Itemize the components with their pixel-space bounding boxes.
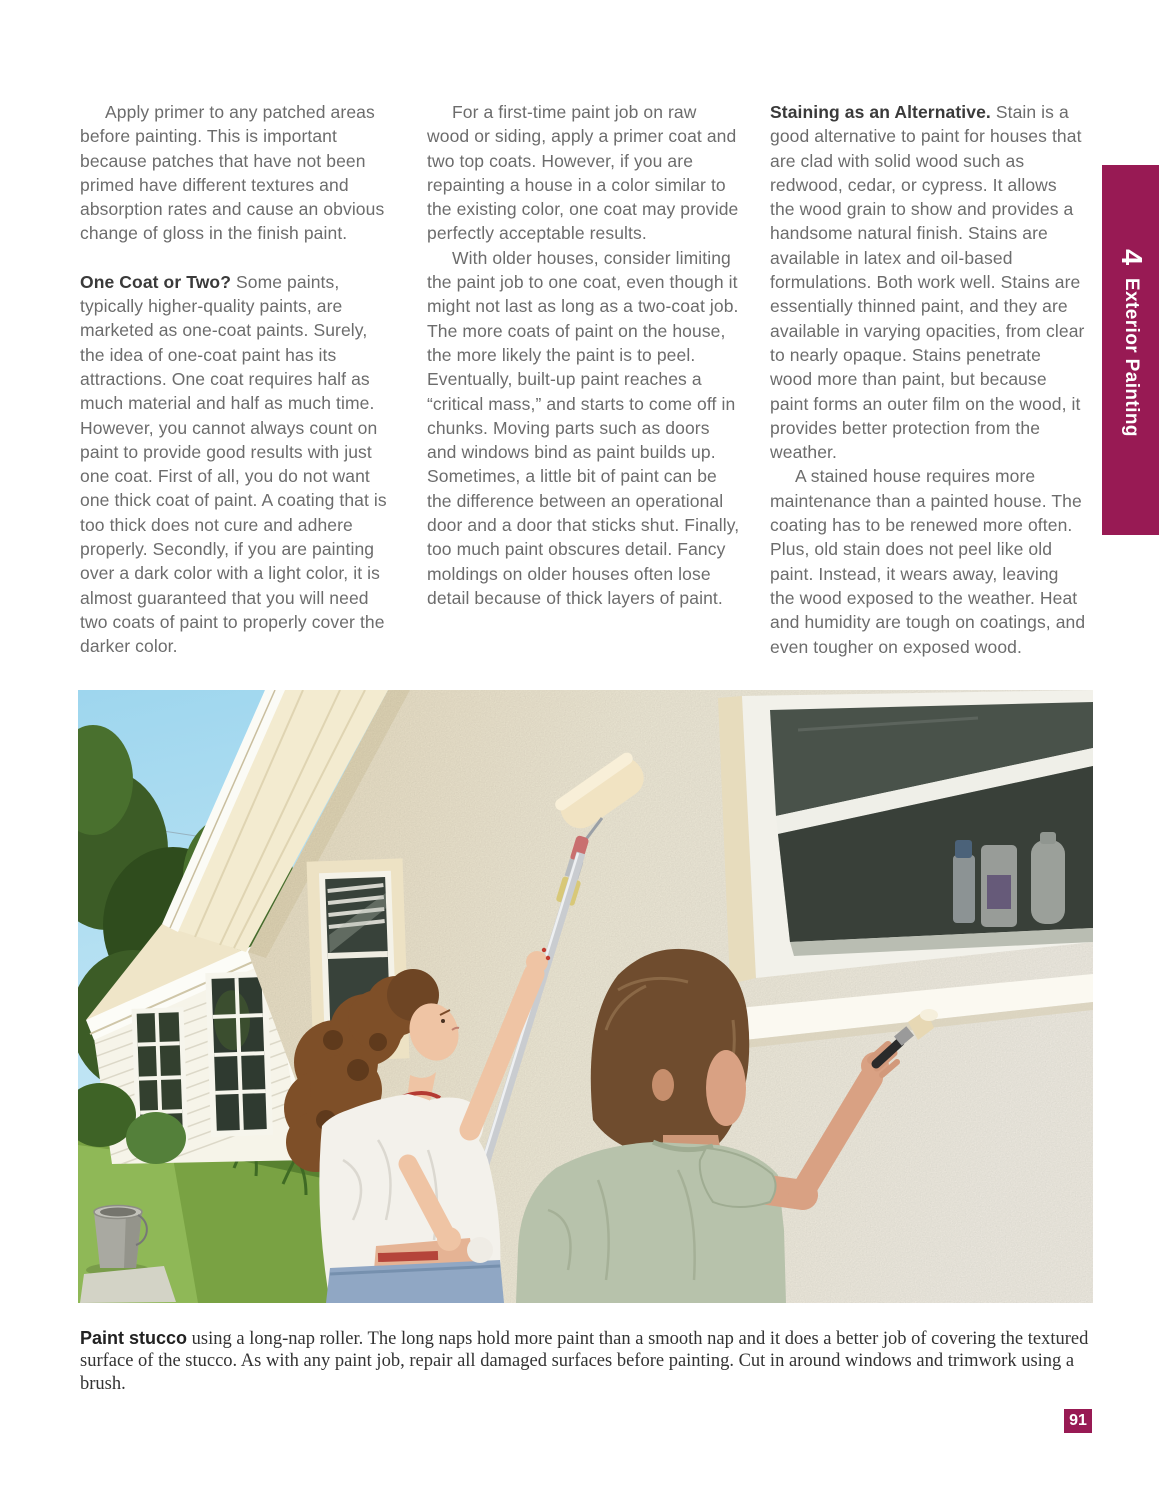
siding-window (205, 971, 273, 1137)
figure-caption (80, 1327, 1092, 1396)
text-column-3 (770, 100, 1086, 659)
paragraph-text: With older houses, consider limiting the paint job to one coat, even though it might not last as long as a two-coat job. The more coats of paint on the house, the more likely the paint is to peel. Eventually, built-up paint reaches a “critical mass,” and starts to come off in chunks. Moving parts such as doors and windows bind as paint builds up. Sometimes, a little bit of paint can be the difference between an operational door and a door that sticks shut. Finally, too much paint obscures detail. Fancy moldings on older houses often lose detail because of thick layers of paint. (427, 247, 740, 608)
shirt-knot (467, 1237, 493, 1263)
bush (126, 1112, 186, 1164)
body-paragraph (80, 100, 396, 246)
caption-lead: Paint stucco (80, 1327, 188, 1348)
page-number-badge (1064, 1409, 1092, 1433)
chapter-tab-text (1114, 165, 1147, 535)
man-ear (652, 1069, 674, 1101)
text-column-1 (80, 100, 396, 659)
text-column-2 (427, 100, 743, 610)
chapter-tab (1102, 165, 1159, 535)
paragraph-text: Apply primer to any patched areas before painting. This is important because patches that have not been primed have different textures and absorption rates and cause an obvious change of gloss in the finish paint. (80, 102, 385, 244)
run-in-heading: One Coat or Two? (80, 271, 231, 292)
page-number: 91 (1069, 1412, 1087, 1429)
paragraph-text: Stain is a good alternative to paint for houses that are clad with solid wood such as redwood, cedar, or cypress. It allows the wood grain to show and provides a handsome natural finish. Stains are available in latex and oil-based formulations. Both work well. Stains are essentially thinned paint, and they are available in varying opacities, from clear to nearly opaque. Stains penetrate wood more than paint, but because paint forms an outer film on the wood, it provides better protection from the weather. (770, 102, 1085, 463)
body-paragraph (427, 100, 743, 246)
girl-upper-hand (526, 951, 548, 973)
large-window (718, 690, 1093, 984)
body-paragraph (80, 270, 396, 659)
paragraph-text: A stained house requires more maintenance than a painted house. The coating has to be renewed more often. Plus, old stain does not peel like old paint. Instead, it wears away, leaving the wood exposed to the weather. Heat and humidity are tough on coatings, and even tougher on exposed wood. (770, 466, 1086, 657)
body-paragraph (770, 100, 1086, 464)
body-paragraph (427, 246, 743, 610)
chapter-number: 4 (1115, 249, 1147, 267)
run-in-heading: Staining as an Alternative. (770, 102, 991, 122)
caption-text: using a long-nap roller. The long naps hold more paint than a smooth nap and it does a better job of covering the textured surface of the stucco. As with any paint job, repair all damaged surfaces before painting. Cut in around windows and trimwork using a brush. (80, 1328, 1089, 1394)
chapter-title: Exterior Painting (1121, 278, 1142, 437)
man-face (706, 1050, 746, 1126)
paragraph-text: For a first-time paint job on raw wood or siding, apply a primer coat and two top coats. However, if you are repainting a house in a color similar to the existing color, one coat may provide perfectly acceptable results. (427, 102, 739, 244)
girl-lower-hand (437, 1227, 461, 1251)
photo-painting-stucco (78, 690, 1093, 1303)
body-paragraph (770, 464, 1086, 658)
paragraph-text: Some paints, typically higher-quality paints, are marketed as one-coat paints. Surely, the idea of one-coat paint has its attractions. One coat requires half as much material and half as much time. However, you cannot always count on paint to provide good results with just one coat. First of all, you do not want one thick coat of paint. A coating that is too thick does not cure and adhere properly. Secondly, if you are painting over a dark color with a light color, it is almost guaranteed that you will need two coats of paint to properly cover the darker color. (80, 271, 387, 657)
